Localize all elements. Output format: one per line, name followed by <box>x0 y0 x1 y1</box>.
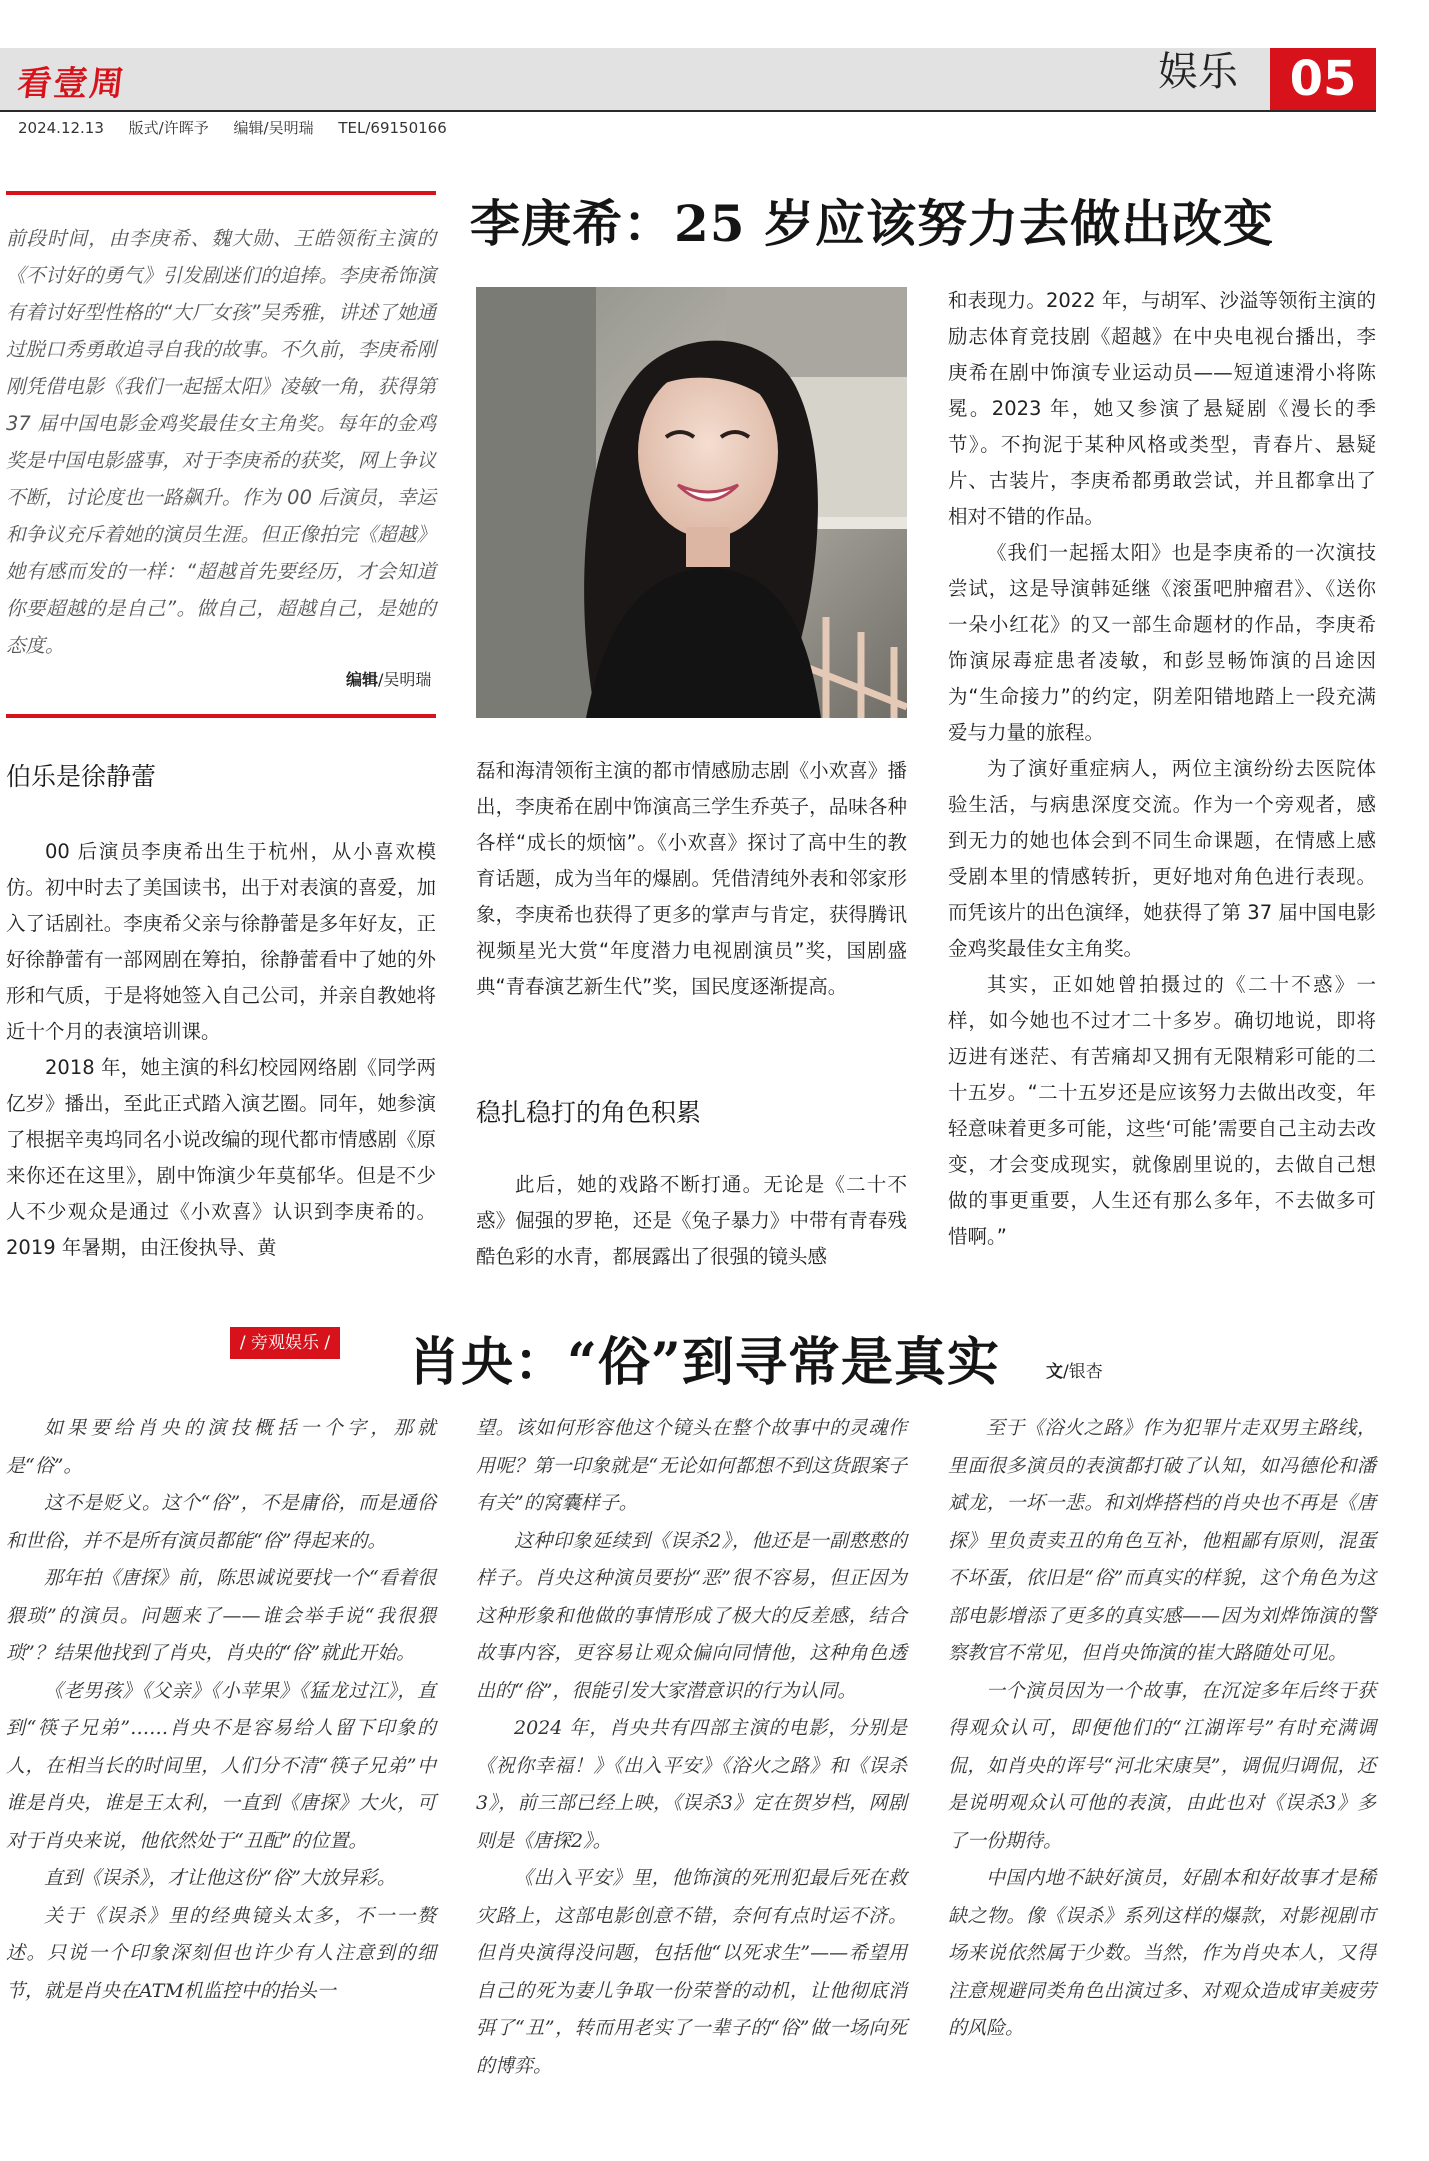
paragraph: 直到《误杀》，才让他这份“俗”大放异彩。 <box>44 1867 396 1889</box>
section1-title: 伯乐是徐静蕾 <box>6 762 157 791</box>
paragraph: 一个演员因为一个故事，在沉淀多年后终于获得观众认可，即便他们的“江湖诨号”有时充满调侃，如肖央的诨号“河北宋康昊”，调侃归调侃，还是说明观众认可他的表演，由此也对《误杀3》多了一份期待。 <box>948 1679 1376 1852</box>
paragraph: 关于《误杀》里的经典镜头太多，不一一赘述。只说一个印象深刻但也许少有人注意到的细节，就是肖央在ATM机监控中的抬头一 <box>6 1904 436 2002</box>
story2-column-2 <box>476 1410 907 2085</box>
paragraph: 这不是贬义。这个“俗”，不是庸俗，而是通俗和世俗，并不是所有演员都能“俗”得起来的。 <box>6 1492 436 1552</box>
story2-column-1 <box>6 1410 436 2010</box>
story2-headline: 肖央：“俗”到寻常是真实 <box>408 1332 1000 1393</box>
byline-label: 文 <box>1046 1362 1063 1382</box>
intro-paragraph: 前段时间，由李庚希、魏大勋、王皓领衔主演的《不讨好的勇气》引发剧迷们的追捧。李庚希饰演有着讨好型性格的“大厂女孩”吴秀雅，讲述了她通过脱口秀勇敢追寻自我的故事。不久前，李庚希刚刚凭借电影《我们一起摇太阳》凌敏一角，获得第 37 届中国电影金鸡奖最佳女主角奖。每年的金鸡奖是中国电影盛事，对于李庚希的获奖，网上争议不断，讨论度也一路飙升。作为 00 后演员，幸运和争议充斥着她的演员生涯。但正像拍完《超越》她有感而发的一样：“超越首先要经历，才会知道你要超越的是自己”。做自己，超越自己，是她的态度。 <box>6 227 436 657</box>
newspaper-logo: 看壹周 <box>15 64 128 104</box>
intro-top-rule <box>6 191 436 195</box>
story1-column-2b <box>476 1167 907 1275</box>
paragraph: 《出入平安》里，他饰演的死刑犯最后死在救灾路上，这部电影创意不错，奈何有点时运不济。但肖央演得没问题，包括他“以死求生”——希望用自己的死为妻儿争取一份荣誉的动机，让他彻底消弭了“丑”，转而用老实了一辈子的“俗”做一场向死的博弈。 <box>476 1867 907 2077</box>
story1-column-2 <box>476 753 907 1005</box>
editor-label: 编辑 <box>346 670 379 689</box>
paragraph: 2018 年，她主演的科幻校园网络剧《同学两亿岁》播出，至此正式踏入演艺圈。同年，她参演了根据辛夷坞同名小说改编的现代都市情感剧《原来你还在这里》，剧中饰演少年莫郁华。但是不少人不少观众是通过《小欢喜》认识到李庚希的。2019 年暑期，由汪俊执导、黄 <box>6 1056 436 1259</box>
paragraph: 此后，她的戏路不断打通。无论是《二十不惑》倔强的罗艳，还是《兔子暴力》中带有青春残酷色彩的水青，都展露出了很强的镜头感 <box>476 1173 907 1268</box>
paragraph: 这种印象延续到《误杀2》，他还是一副憨憨的样子。肖央这种演员要扮“恶”很不容易，但正因为这种形象和他做的事情形成了极大的反差感，结合故事内容，更容易让观众偏向同情他，这种角色透出的“俗”，很能引发大家潜意识的行为认同。 <box>476 1529 907 1702</box>
paragraph: 那年拍《唐探》前，陈思诚说要找一个“看着很猥琐”的演员。问题来了——谁会举手说“我很猥琐”？结果他找到了肖央，肖央的“俗”就此开始。 <box>6 1567 436 1664</box>
paragraph: 为了演好重症病人，两位主演纷纷去医院体验生活，与病患深度交流。作为一个旁观者，感到无力的她也体会到不同生命课题，在情感上感受剧本里的情感转折，更好地对角色进行表现。而凭该片的出色演绎，她获得了第 37 届中国电影金鸡奖最佳女主角奖。 <box>948 757 1376 960</box>
issue-meta <box>18 117 461 138</box>
intro-bottom-rule <box>6 714 436 718</box>
paragraph: 《老男孩》《父亲》《小苹果》《猛龙过江》，直到“筷子兄弟”……肖央不是容易给人留下印象的人，在相当长的时间里，人们分不清“筷子兄弟”中谁是肖央，谁是王太利，一直到《唐探》大火，可对于肖央来说，他依然处于“丑配”的位置。 <box>6 1679 436 1852</box>
story1-column-1 <box>6 834 436 1266</box>
paragraph: 和表现力。2022 年，与胡军、沙溢等领衔主演的励志体育竞技剧《超越》在中央电视台播出，李庚希在剧中饰演专业运动员——短道速滑小将陈冕。2023 年，她又参演了悬疑剧《漫长的季节》。不拘泥于某种风格或类型，青春片、悬疑片、古装片，李庚希都勇敢尝试，并且都拿出了相对不错的作品。 <box>948 289 1376 528</box>
column-tag: / 旁观娱乐 / <box>230 1327 340 1359</box>
paragraph: 其实，正如她曾拍摄过的《二十不惑》一样，如今她也不过才二十多岁。确切地说，即将迈进有迷茫、有苦痛却又拥有无限精彩可能的二十五岁。“二十五岁还是应该努力去做出改变，年轻意味着更多可能，这些‘可能’需要自己主动去改变，才会变成现实，就像剧里说的，去做自己想做的事更重要，人生还有那么多年，不去做多可惜啊。” <box>948 973 1376 1248</box>
paragraph: 至于《浴火之路》作为犯罪片走双男主路线，里面很多演员的表演都打破了认知，如冯德伦和潘斌龙，一坏一悲。和刘烨搭档的肖央也不再是《唐探》里负责卖丑的角色互补，他粗鄙有原则，混蛋不坏蛋，依旧是“俗”而真实的样貌，这个角色为这部电影增添了更多的真实感——因为刘烨饰演的警察教官不常见，但肖央饰演的崔大路随处可见。 <box>948 1417 1376 1664</box>
paragraph: 中国内地不缺好演员，好剧本和好故事才是稀缺之物。像《误杀》系列这样的爆款，对影视剧市场来说依然属于少数。当然，作为肖央本人，又得注意规避同类角色出演过多、对观众造成审美疲劳的风险。 <box>948 1867 1376 2039</box>
paragraph: 00 后演员李庚希出生于杭州，从小喜欢模仿。初中时去了美国读书，出于对表演的喜爱，加入了话剧社。李庚希父亲与徐静蕾是多年好友，正好徐静蕾有一部网剧在筹拍，徐静蕾看中了她的外形和气质，于是将她签入自己公司，并亲自教她将近十个月的表演培训课。 <box>6 840 436 1043</box>
paragraph: 《我们一起摇太阳》也是李庚希的一次演技尝试，这是导演韩延继《滚蛋吧肿瘤君》、《送你一朵小红花》的又一部生命题材的作品，李庚希饰演尿毒症患者凌敏，和彭昱畅饰演的吕途因为“生命接力”的约定，阴差阳错地踏上一段充满爱与力量的旅程。 <box>948 541 1376 744</box>
page-number: 05 <box>1289 51 1357 107</box>
section-name: 娱乐 <box>1158 49 1238 95</box>
story2-byline <box>1046 1357 1103 1382</box>
story1-headline: 李庚希：25 岁应该努力去做出改变 <box>470 194 1274 253</box>
layout-credit: 版式/许晖予 <box>128 119 209 137</box>
intro-editor <box>346 667 431 690</box>
paragraph: 2024 年，肖央共有四部主演的电影，分别是《祝你幸福！》《出入平安》《浴火之路》和《误杀3》，前三部已经上映，《误杀3》定在贺岁档，网剧则是《唐探2》。 <box>476 1717 907 1852</box>
byline-name: /银杏 <box>1063 1362 1103 1382</box>
paragraph: 磊和海清领衔主演的都市情感励志剧《小欢喜》播出，李庚希在剧中饰演高三学生乔英子，品味各种各样“成长的烦恼”。《小欢喜》探讨了高中生的教育话题，成为当年的爆剧。凭借清纯外表和邻家形象，李庚希也获得了更多的掌声与肯定，获得腾讯视频星光大赏“年度潜力电视剧演员”奖，国剧盛典“青春演艺新生代”奖，国民度逐渐提高。 <box>476 759 907 998</box>
section2-title: 稳扎稳打的角色积累 <box>476 1098 702 1127</box>
editor-name: /吴明瑞 <box>378 670 432 689</box>
issue-date: 2024.12.13 <box>18 119 104 137</box>
editor-credit: 编辑/吴明瑞 <box>233 119 314 137</box>
masthead-rule <box>0 110 1376 112</box>
story2-column-3 <box>948 1410 1376 2048</box>
story1-column-3 <box>948 283 1376 1255</box>
paragraph: 望。该如何形容他这个镜头在整个故事中的灵魂作用呢？第一印象就是“无论如何都想不到这货跟案子有关”的窝囊样子。 <box>476 1417 907 1514</box>
tel-number: TEL/69150166 <box>338 119 447 137</box>
paragraph: 如果要给肖央的演技概括一个字，那就是“俗”。 <box>6 1417 436 1477</box>
portrait-photo-icon <box>476 287 907 718</box>
